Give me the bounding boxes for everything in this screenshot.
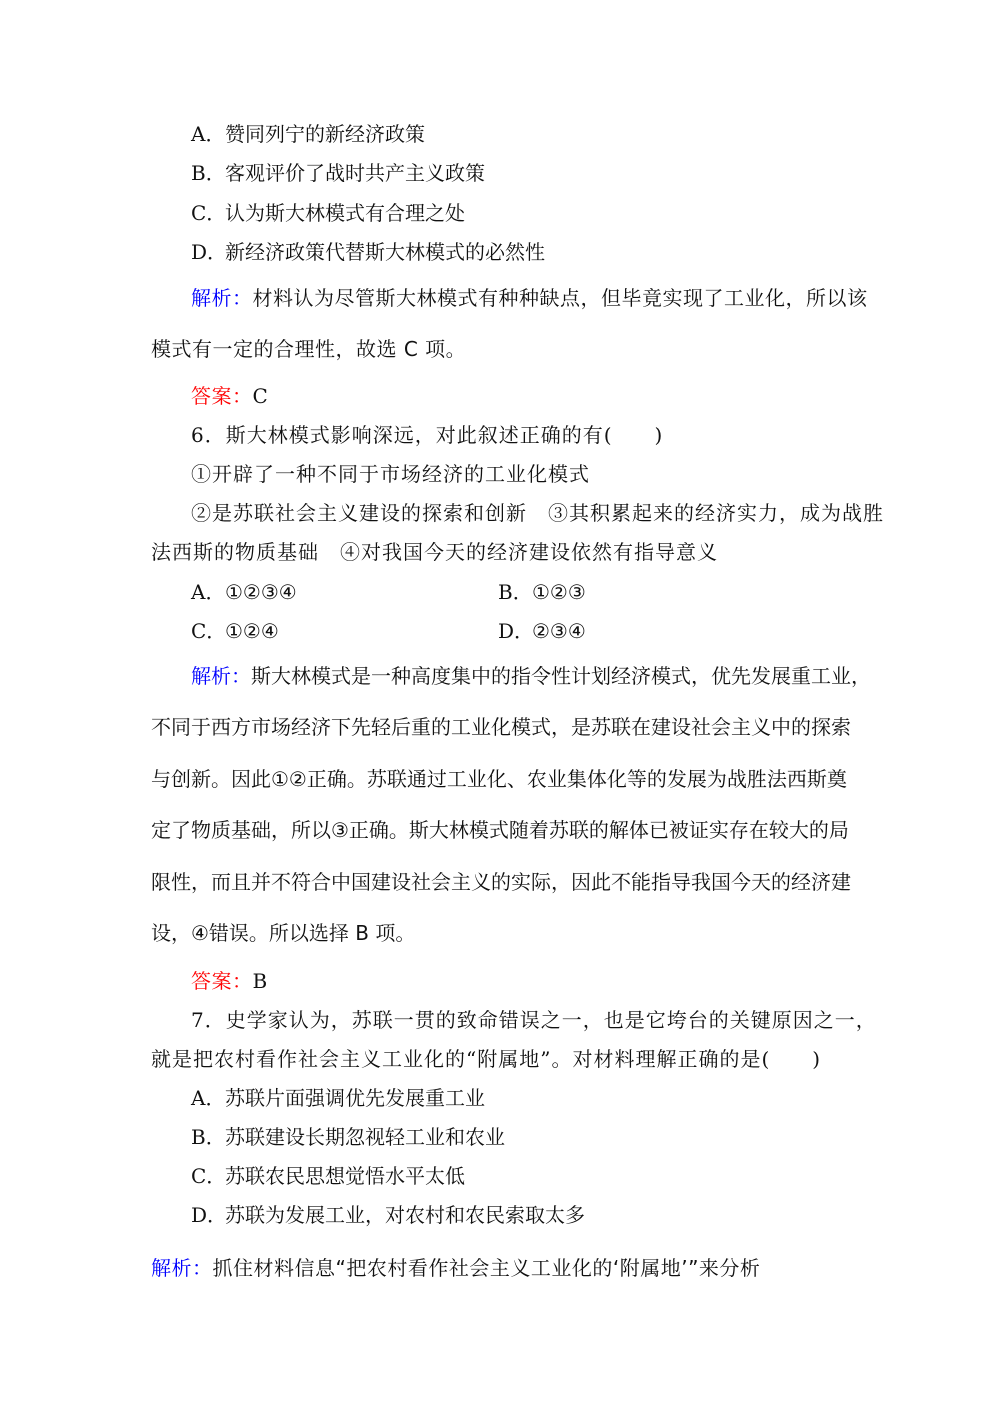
q6-option-c xyxy=(191,619,279,643)
option-key: D． xyxy=(191,240,228,264)
option-text: ①②④ xyxy=(225,619,279,643)
option-text: 赞同列宁的新经济政策 xyxy=(225,122,425,146)
q7-analysis xyxy=(151,1256,760,1280)
q7-option-b xyxy=(191,1125,505,1149)
option-key: B． xyxy=(191,1125,226,1149)
q5-analysis-line-1 xyxy=(191,286,868,310)
q6-analysis-line-2 xyxy=(151,715,851,739)
question-stem: 6．斯大林模式影响深远，对此叙述正确的有( ) xyxy=(191,423,664,447)
analysis-label: 解析： xyxy=(191,664,251,688)
option-text: 苏联建设长期忽视轻工业和农业 xyxy=(225,1125,505,1149)
option-text: 苏联农民思想觉悟水平太低 xyxy=(225,1164,465,1188)
analysis-text: 设，④错误。所以选择 B 项。 xyxy=(151,921,416,945)
q6-statement-1 xyxy=(191,462,590,486)
q6-answer xyxy=(191,969,268,993)
analysis-text: 不同于西方市场经济下先轻后重的工业化模式，是苏联在建设社会主义中的探索 xyxy=(151,715,851,739)
q6-analysis-line-4 xyxy=(151,818,849,842)
analysis-text: 定了物质基础，所以③正确。斯大林模式随着苏联的解体已被证实存在较大的局 xyxy=(151,818,849,842)
option-text: 客观评价了战时共产主义政策 xyxy=(225,161,485,185)
q5-option-a xyxy=(191,122,425,146)
q6-stem xyxy=(191,423,663,447)
analysis-label: 解析： xyxy=(151,1256,213,1280)
q5-analysis-line-2 xyxy=(151,337,466,361)
q7-stem-line-1 xyxy=(191,1008,877,1032)
option-text: ①②③ xyxy=(532,580,586,604)
q6-analysis-line-3 xyxy=(151,767,847,791)
q6-option-d xyxy=(498,619,586,643)
q5-answer xyxy=(191,384,269,408)
analysis-text: 与创新。因此①②正确。苏联通过工业化、农业集体化等的发展为战胜法西斯奠 xyxy=(151,767,847,791)
answer-value: B xyxy=(252,969,269,993)
q6-statement-2 xyxy=(191,501,884,525)
option-text: ②③④ xyxy=(532,619,586,643)
option-text: 认为斯大林模式有合理之处 xyxy=(225,201,465,225)
option-text: 新经济政策代替斯大林模式的必然性 xyxy=(225,240,545,264)
option-key: A． xyxy=(191,1086,226,1110)
q5-option-d xyxy=(191,240,545,264)
question-stem: 就是把农村看作社会主义工业化的“附属地”。对材料理解正确的是( ) xyxy=(151,1047,822,1071)
analysis-text: 材料认为尽管斯大林模式有种种缺点，但毕竟实现了工业化，所以该 xyxy=(252,286,868,310)
option-key: C． xyxy=(191,619,227,643)
option-text: 苏联为发展工业，对农村和农民索取太多 xyxy=(225,1203,585,1227)
analysis-text: 模式有一定的合理性，故选 C 项。 xyxy=(151,337,467,361)
q5-option-b xyxy=(191,161,485,185)
option-key: B． xyxy=(191,161,226,185)
question-stem: 7．史学家认为，苏联一贯的致命错误之一，也是它垮台的关键原因之一， xyxy=(191,1008,877,1032)
option-key: A． xyxy=(191,580,226,604)
q6-analysis-line-1 xyxy=(191,664,871,688)
q7-option-d xyxy=(191,1203,585,1227)
option-key: D． xyxy=(498,619,535,643)
option-text: ①②③④ xyxy=(225,580,297,604)
q6-analysis-line-6 xyxy=(151,921,415,945)
q7-option-c xyxy=(191,1164,465,1188)
analysis-text: 斯大林模式是一种高度集中的指令性计划经济模式，优先发展重工业， xyxy=(251,664,871,688)
q6-option-b xyxy=(498,580,586,604)
answer-value: C xyxy=(252,384,269,408)
q5-option-c xyxy=(191,201,465,225)
option-key: C． xyxy=(191,201,227,225)
analysis-label: 解析： xyxy=(191,286,253,310)
answer-label: 答案： xyxy=(191,969,253,993)
statement-text: ①开辟了一种不同于市场经济的工业化模式 xyxy=(191,462,590,486)
analysis-text: 抓住材料信息“把农村看作社会主义工业化的‘附属地’”来分析 xyxy=(212,1256,761,1280)
option-key: D． xyxy=(191,1203,228,1227)
statement-text: 法西斯的物质基础 ④对我国今天的经济建设依然有指导意义 xyxy=(151,540,718,564)
q6-statement-3 xyxy=(151,540,718,564)
q6-analysis-line-5 xyxy=(151,870,851,894)
option-key: C． xyxy=(191,1164,227,1188)
option-key: B． xyxy=(498,580,533,604)
statement-text: ②是苏联社会主义建设的探索和创新 ③其积累起来的经济实力，成为战胜 xyxy=(191,501,884,525)
q7-option-a xyxy=(191,1086,485,1110)
option-key: A． xyxy=(191,122,226,146)
option-text: 苏联片面强调优先发展重工业 xyxy=(225,1086,485,1110)
q6-option-a xyxy=(191,580,297,604)
answer-label: 答案： xyxy=(191,384,253,408)
q7-stem-line-2 xyxy=(151,1047,821,1071)
analysis-text: 限性，而且并不符合中国建设社会主义的实际，因此不能指导我国今天的经济建 xyxy=(151,870,851,894)
